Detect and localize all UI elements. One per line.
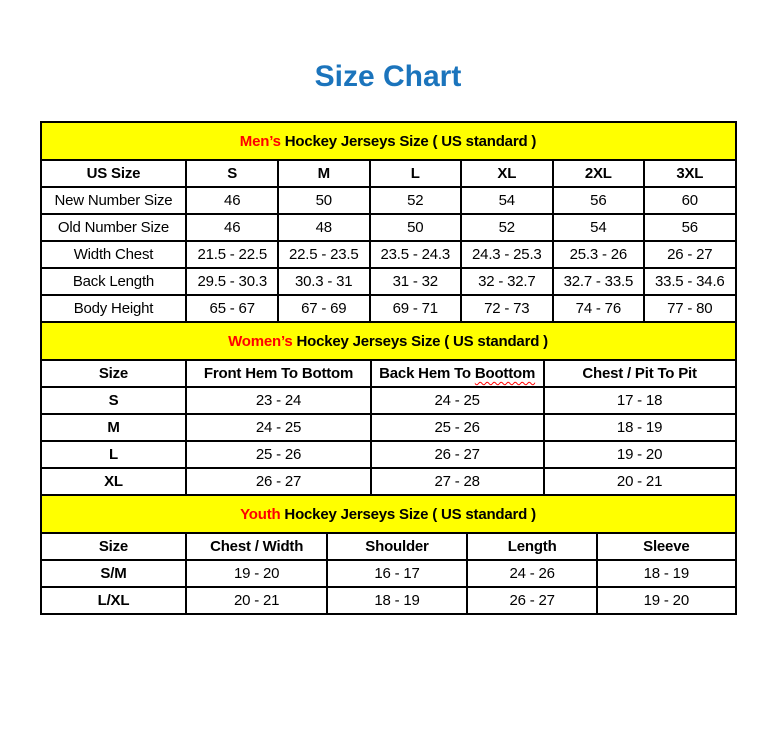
womens-banner-highlight: Women’s [228,332,293,350]
mens-cell-4-3: 69 - 71 [370,295,462,322]
womens-cell-0-1: 23 - 24 [186,387,370,414]
mens-header-row [41,160,736,187]
mens-column-header-3: L [370,160,462,187]
misspelled-word: Boottom [474,365,536,382]
womens-banner-text: Hockey Jerseys Size ( US standard ) [292,332,548,350]
womens-cell-0-3: 17 - 18 [544,387,736,414]
mens-table-row-2 [41,241,736,268]
youth-cell-0-4: 18 - 19 [597,560,735,587]
mens-cell-0-4: 54 [461,187,553,214]
mens-row-label-0: New Number Size [41,187,187,214]
youth-banner-highlight: Youth [240,505,281,523]
womens-table-row-2 [41,441,736,468]
womens-cell-3-3: 20 - 21 [544,468,736,495]
mens-table-row-3 [41,268,736,295]
mens-size-table [40,121,737,323]
mens-cell-2-5: 25.3 - 26 [553,241,645,268]
mens-cell-4-1: 65 - 67 [186,295,278,322]
youth-row-label-1: L/XL [41,587,187,614]
mens-cell-4-4: 72 - 73 [461,295,553,322]
mens-cell-0-1: 46 [186,187,278,214]
mens-cell-3-2: 30.3 - 31 [278,268,370,295]
size-chart-tables [40,121,737,615]
youth-cell-1-4: 19 - 20 [597,587,735,614]
womens-cell-2-1: 25 - 26 [186,441,370,468]
youth-banner-row [41,495,736,533]
mens-cell-2-1: 21.5 - 22.5 [186,241,278,268]
womens-table-row-0 [41,387,736,414]
mens-cell-0-3: 52 [370,187,462,214]
mens-column-header-6: 3XL [644,160,735,187]
mens-cell-1-3: 50 [370,214,462,241]
womens-cell-2-2: 26 - 27 [371,441,544,468]
youth-cell-0-1: 19 - 20 [186,560,326,587]
mens-cell-1-1: 46 [186,214,278,241]
youth-column-header-0: Size [41,533,187,560]
womens-header-row [41,360,736,387]
mens-row-label-1: Old Number Size [41,214,187,241]
mens-cell-3-4: 32 - 32.7 [461,268,553,295]
womens-row-label-0: S [41,387,187,414]
womens-cell-3-2: 27 - 28 [371,468,544,495]
mens-column-header-4: XL [461,160,553,187]
youth-table-row-0 [41,560,736,587]
mens-cell-4-2: 67 - 69 [278,295,370,322]
womens-row-label-1: M [41,414,187,441]
womens-cell-1-2: 25 - 26 [371,414,544,441]
mens-table-row-0 [41,187,736,214]
mens-cell-2-2: 22.5 - 23.5 [278,241,370,268]
womens-column-header-0: Size [41,360,187,387]
mens-banner-text: Hockey Jerseys Size ( US standard ) [280,132,537,150]
youth-row-label-0: S/M [41,560,187,587]
womens-row-label-3: XL [41,468,187,495]
mens-column-header-1: S [186,160,278,187]
youth-column-header-1: Chest / Width [186,533,326,560]
mens-row-label-2: Width Chest [41,241,187,268]
mens-cell-3-1: 29.5 - 30.3 [186,268,278,295]
mens-cell-2-3: 23.5 - 24.3 [370,241,462,268]
mens-cell-2-4: 24.3 - 25.3 [461,241,553,268]
size-chart-page [0,60,776,752]
mens-cell-0-6: 60 [644,187,735,214]
womens-cell-3-1: 26 - 27 [186,468,370,495]
mens-column-header-5: 2XL [553,160,645,187]
youth-banner-text: Hockey Jerseys Size ( US standard ) [280,505,536,523]
youth-column-header-4: Sleeve [597,533,735,560]
mens-cell-2-6: 26 - 27 [644,241,735,268]
youth-cell-0-2: 16 - 17 [327,560,467,587]
youth-size-table [40,494,737,615]
womens-row-label-2: L [41,441,187,468]
mens-cell-0-5: 56 [553,187,645,214]
mens-cell-1-6: 56 [644,214,735,241]
mens-section-banner [41,122,736,160]
youth-cell-1-1: 20 - 21 [186,587,326,614]
womens-section-banner [41,322,736,360]
mens-cell-4-5: 74 - 76 [553,295,645,322]
mens-cell-4-6: 77 - 80 [644,295,735,322]
mens-table-row-4 [41,295,736,322]
mens-cell-1-4: 52 [461,214,553,241]
youth-cell-0-3: 24 - 26 [467,560,597,587]
mens-banner-highlight: Men’s [239,132,281,150]
youth-cell-1-2: 18 - 19 [327,587,467,614]
mens-cell-3-5: 32.7 - 33.5 [553,268,645,295]
womens-cell-2-3: 19 - 20 [544,441,736,468]
womens-column-header-3: Chest / Pit To Pit [544,360,736,387]
mens-cell-1-5: 54 [553,214,645,241]
page-title: Size Chart [314,60,462,93]
youth-cell-1-3: 26 - 27 [467,587,597,614]
mens-row-label-3: Back Length [41,268,187,295]
mens-cell-0-2: 50 [278,187,370,214]
womens-column-header-1: Front Hem To Bottom [186,360,370,387]
youth-table-row-1 [41,587,736,614]
youth-column-header-2: Shoulder [327,533,467,560]
womens-column-header-2: Back Hem To Boottom [371,360,544,387]
womens-table-row-3 [41,468,736,495]
youth-header-row [41,533,736,560]
mens-cell-1-2: 48 [278,214,370,241]
mens-cell-3-6: 33.5 - 34.6 [644,268,735,295]
youth-column-header-3: Length [467,533,597,560]
womens-cell-1-3: 18 - 19 [544,414,736,441]
mens-row-label-4: Body Height [41,295,187,322]
mens-column-header-2: M [278,160,370,187]
womens-banner-row [41,322,736,360]
mens-column-header-0: US Size [41,160,187,187]
mens-cell-3-3: 31 - 32 [370,268,462,295]
womens-cell-1-1: 24 - 25 [186,414,370,441]
womens-cell-0-2: 24 - 25 [371,387,544,414]
mens-banner-row [41,122,736,160]
womens-table-row-1 [41,414,736,441]
mens-table-row-1 [41,214,736,241]
womens-size-table [40,321,737,496]
youth-section-banner [41,495,736,533]
